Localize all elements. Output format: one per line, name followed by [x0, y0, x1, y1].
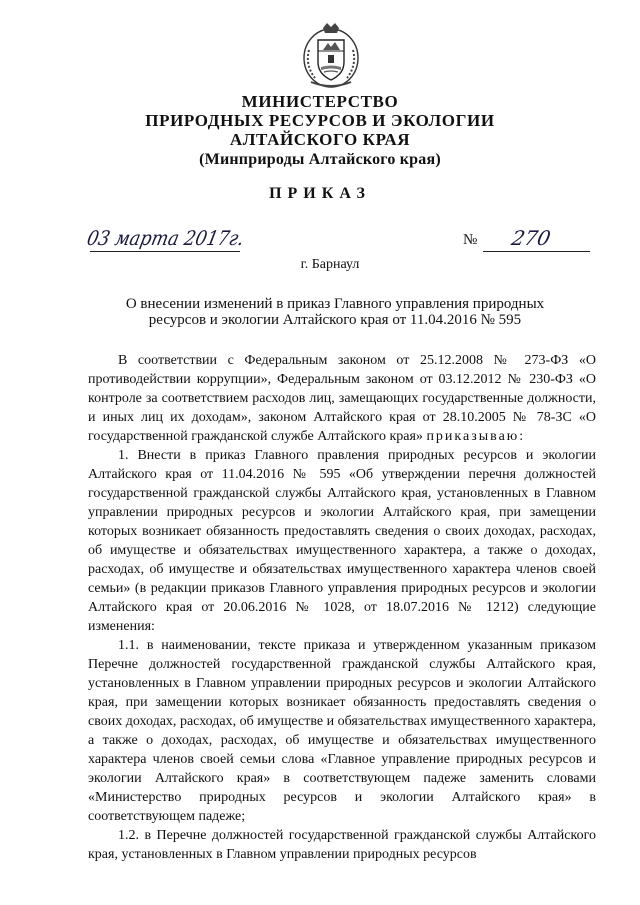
ministry-short-name: (Минприроды Алтайского края) [199, 151, 441, 168]
handwritten-number: 270 [509, 226, 553, 250]
paragraph-item-1-1: 1.1. в наименовании, тексте приказа и утвержденном указанным приказом Перечне должностей государственной гражданской службы Алтайского края, установленных в Главном управлении природных ресурсов и экологии Алтайского края, при замещении которых возникает обязанность предоставлять сведения о своих доходах, расходах, об имуществе и обязательствах имущественного характера, а также о доходах, расходах, об имуществе и обязательствах имущественного характера членов своей семьи слова «Главное управление природных ресурсов и экологии Алтайского края» в соответствующем падеже заменить словами «Министерство природных ресурсов и экологии Алтайского края» в соответствующем падеже; [88, 638, 596, 824]
ministry-name-line2: ПРИРОДНЫХ РЕСУРСОВ И ЭКОЛОГИИ [145, 111, 495, 130]
order-word: приказываю: [426, 429, 526, 444]
city-label: г. Барнаул [300, 257, 360, 272]
date-underline [90, 251, 240, 252]
document-title: ПРИКАЗ [269, 185, 371, 202]
number-label: № [463, 232, 478, 248]
preamble-text: В соответствии с Федеральным законом от 25.12.2008 № 273-ФЗ «О противодействии коррупции», Федеральным законом от 03.12.2012 № 230-ФЗ «О контроле за соответствием расходов лиц, замещающих государственные должности, и иных лиц их доходам», законом Алтайского края от 28.10.2005 № 78-ЗС «О государственной гражданской службе Алтайского края» [88, 353, 596, 444]
coat-of-arms-emblem [301, 20, 361, 90]
paragraph-item-1-2: 1.2. в Перечне должностей государственной гражданской службы Алтайского края, установленных в Главном управлении природных ресурсов [88, 828, 596, 862]
paragraph-preamble [88, 351, 596, 446]
subject-line2: ресурсов и экологии Алтайского края от 11.04.2016 № 595 [148, 312, 522, 328]
ministry-name-line1: МИНИСТЕРСТВО [241, 92, 399, 111]
document-body [88, 351, 596, 864]
number-underline [483, 251, 590, 252]
paragraph-item-1: 1. Внести в приказ Главного правления природных ресурсов и экологии Алтайского края от 11.04.2016 № 595 «Об утверждении перечня должностей государственной гражданской службы Алтайского края, установленных в Главном управлении природных ресурсов и экологии Алтайского края, при замещении которых возникает обязанность предоставлять сведения о своих доходах, расходах, об имуществе и обязательствах имущественного характера, а также о доходах, расходах, об имуществе и обязательствах имущественного характера членов своей семьи» (в редакции приказов Главного управления природных ресурсов и экологии Алтайского края от 20.06.2016 № 1028, от 18.07.2016 № 1212) следующие изменения: [88, 448, 596, 634]
ministry-name-line3: АЛТАЙСКОГО КРАЯ [229, 130, 411, 149]
handwritten-date: 03 марта 2017г. [84, 226, 247, 250]
subject-line1: О внесении изменений в приказ Главного управления природных [125, 296, 545, 312]
